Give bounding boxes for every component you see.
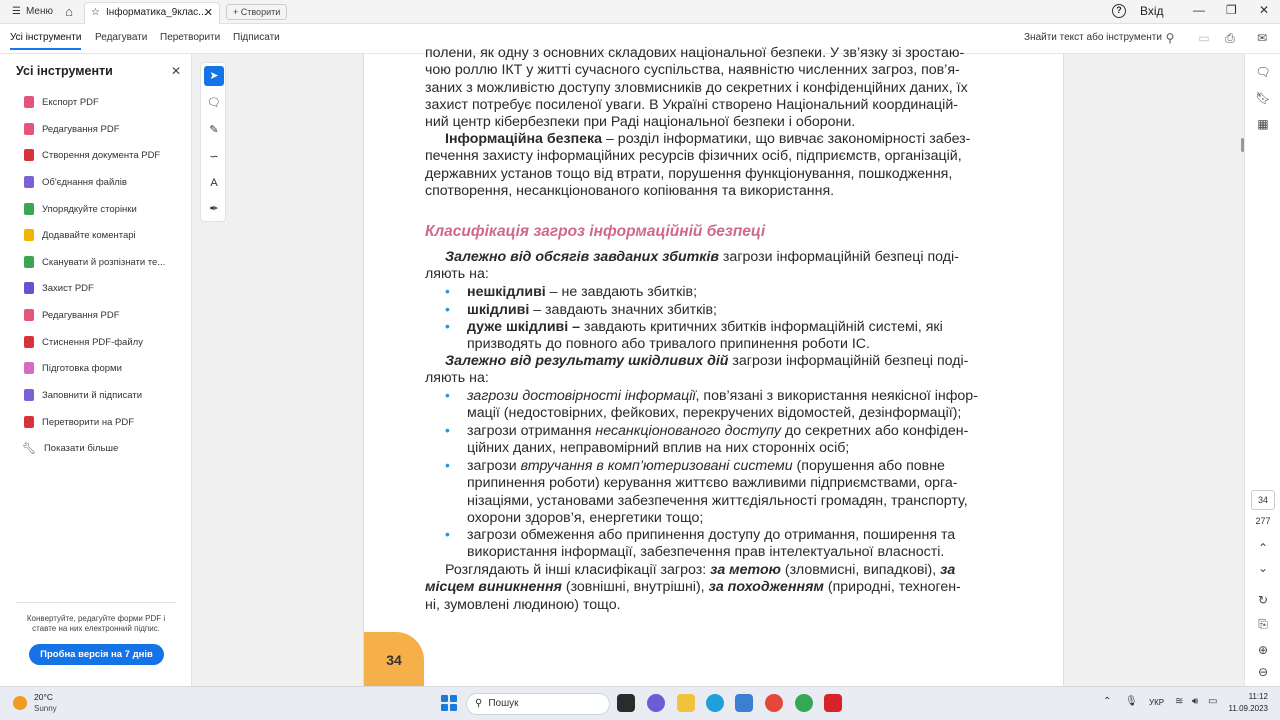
other-classifications: Розглядають й інші класифікації загроз: за метою (зловмисні, випадкові), за місцем виникнення (зовнішні, внутрішні), за походженням (природні, техноген- ні, зумовлені людиною) тощо.: [425, 562, 961, 613]
wifi-icon[interactable]: ≋: [1175, 696, 1184, 707]
create-button[interactable]: + Створити: [226, 4, 287, 20]
right-side-panel: [1244, 54, 1280, 686]
home-icon[interactable]: ⌂: [65, 4, 73, 19]
convert-pdf-icon: [24, 416, 34, 428]
zoom-in-icon[interactable]: ⊕: [1257, 643, 1269, 657]
close-tab-icon[interactable]: ✕: [203, 7, 213, 19]
menu-button[interactable]: [6, 3, 59, 21]
add-comment-icon[interactable]: 🗨︎: [207, 97, 221, 109]
highlight-pen-icon[interactable]: ✎: [209, 124, 219, 136]
clock-time[interactable]: 11:12: [1248, 692, 1268, 701]
tool-scan-ocr[interactable]: Сканувати й розпізнати те...: [24, 252, 165, 272]
chrome-icon[interactable]: [765, 694, 783, 712]
help-icon[interactable]: ?: [1112, 4, 1126, 18]
fit-page-icon[interactable]: ⎘: [1258, 617, 1268, 631]
edit-pdf-icon: [24, 309, 34, 321]
battery-icon[interactable]: ▭: [1208, 696, 1218, 707]
wrench-icon: 🔧︎: [22, 442, 36, 455]
taskbar-search[interactable]: ⚲ Пошук: [466, 693, 610, 715]
total-pages: 277: [1255, 516, 1271, 526]
star-icon[interactable]: ☆: [91, 7, 100, 18]
pdf-page: [363, 45, 1064, 694]
weather-temperature[interactable]: 20°C: [34, 692, 53, 702]
definition-term: Інформаційна безпека: [445, 131, 603, 147]
promo-text: Конвертуйте, редагуйте форми PDF і ставте на них електронний підпис.: [26, 614, 166, 633]
panel-title: Усі інструменти: [16, 64, 113, 78]
microphone-icon[interactable]: 🎙︎: [1125, 696, 1138, 707]
page-number-badge: 34: [364, 632, 424, 688]
tool-edit-pdf[interactable]: Редагування PDF: [24, 119, 120, 139]
classification-by-result: Залежно від результату шкідливих дій загрози інформаційній безпеці поді- ляють на:: [425, 353, 969, 387]
store-icon[interactable]: [735, 694, 753, 712]
form-icon: [24, 362, 34, 374]
tray-chevron-icon[interactable]: ⌃: [1103, 696, 1112, 707]
close-window-icon[interactable]: ✕: [1259, 3, 1270, 17]
tool-export-pdf[interactable]: Експорт PDF: [24, 92, 99, 112]
tool-create-pdf[interactable]: Створення документа PDF: [24, 145, 160, 165]
bookmark-icon[interactable]: 🔖︎: [1255, 91, 1271, 105]
list-item: загрози достовірності інформації, пов’язані з використання неякісної інфор- мації (недостовірних, фейкових, перекручених відомостей, дезінформації);: [467, 388, 978, 422]
text-box-icon[interactable]: A: [210, 177, 218, 189]
save-icon[interactable]: ▭: [1198, 31, 1210, 45]
edge-browser-icon[interactable]: [706, 694, 724, 712]
create-pdf-icon: [24, 149, 34, 161]
minimize-icon[interactable]: —: [1193, 3, 1205, 17]
all-tools-panel: [0, 54, 192, 686]
language-indicator[interactable]: УКР: [1149, 698, 1165, 707]
page-down-icon[interactable]: ⌄: [1257, 561, 1269, 575]
bullet-icon: •: [445, 457, 450, 473]
tool-prepare-form[interactable]: Підготовка форми: [24, 358, 122, 378]
windows-start-icon[interactable]: [441, 695, 457, 711]
weather-condition[interactable]: Sunny: [34, 704, 57, 713]
close-panel-icon[interactable]: ✕: [171, 64, 182, 78]
bullet-icon: •: [445, 301, 450, 317]
list-item: шкідливі – завдають значних збитків;: [467, 302, 717, 318]
tool-compress-pdf[interactable]: Стиснення PDF-файлу: [24, 332, 143, 352]
search-icon[interactable]: ⚲: [1165, 31, 1175, 45]
organize-pages-icon: [24, 203, 34, 215]
list-item: нешкідливі – не завдають збитків;: [467, 284, 698, 300]
tool-protect-pdf[interactable]: Захист PDF: [24, 278, 94, 298]
refresh-icon[interactable]: ↻: [1257, 593, 1269, 607]
thumbnails-icon[interactable]: ▦: [1257, 117, 1269, 131]
chrome-profile-icon[interactable]: [795, 694, 813, 712]
file-explorer-icon[interactable]: [677, 694, 695, 712]
export-pdf-icon: [24, 96, 34, 108]
tab-sign[interactable]: Підписати: [233, 32, 280, 43]
tool-combine-files[interactable]: Об'єднання файлів: [24, 172, 127, 192]
print-icon[interactable]: ⎙: [1225, 31, 1235, 45]
classification-by-damage: Залежно від обсягів завданих збитків загрози інформаційній безпеці поді- ляють на:: [425, 249, 959, 283]
sun-icon[interactable]: [13, 696, 27, 710]
tool-show-more[interactable]: 🔧︎ Показати більше: [22, 442, 119, 455]
acrobat-icon[interactable]: [824, 694, 842, 712]
search-icon: ⚲: [475, 698, 483, 709]
list-item: дуже шкідливі – завдають критичних збитків інформаційній системі, які призводять до повного або тривалого припинення роботи ІС.: [467, 319, 943, 353]
current-page-input[interactable]: 34: [1251, 490, 1275, 510]
intro-paragraph: полени, як одну з основних складових національної безпеки. У зв’язку зі зростаю- чою роллю ІКТ у житті сучасного суспільства, наявністю численних загроз, пов’я- заних з можливістю доступу зловмисників до секретних і конфіденційних даних, їх захист потребує посиленої уваги. В Україні створено Національний координацій- ний центр кібербезпеки при Раді національної безпеки і оборони.: [425, 45, 968, 131]
select-cursor-icon[interactable]: ➤: [204, 66, 224, 86]
comment-icon: [24, 229, 34, 241]
list-item: загрози отримання несанкціонованого доступу до секретних або конфіден- ційних даних, неправомірний вплив на них сторонніх осіб;: [467, 423, 969, 457]
clock-date[interactable]: 11.09.2023: [1228, 704, 1268, 713]
quick-tools-strip: [200, 62, 226, 222]
draw-freehand-icon[interactable]: ∽: [209, 151, 219, 163]
bullet-icon: •: [445, 283, 450, 299]
chat-icon[interactable]: [647, 694, 665, 712]
scrollbar-thumb[interactable]: [1241, 138, 1244, 152]
task-view-icon[interactable]: [617, 694, 635, 712]
list-item: загрози обмеження або припинення доступу до отримання, поширення та використання інформації, забезпечення прав інтелектуальної власності.: [467, 527, 956, 561]
section-heading: Класифікація загроз інформаційній безпеці: [425, 223, 766, 240]
zoom-out-icon[interactable]: ⊖: [1257, 665, 1269, 679]
title-bar: [0, 0, 1280, 24]
hamburger-icon: ☰: [12, 6, 21, 17]
volume-icon[interactable]: 🔊︎: [1192, 696, 1199, 707]
list-item: загрози втручання в комп’ютеризовані системи (порушення або повне припинення роботи) керування життєво важливими підприємствами, орга- нізаціями, установами забезпечення життєдіяльності громадян, транспорту, охорони здоров’я, енергетики тощо;: [467, 458, 968, 526]
panel-divider: [16, 602, 176, 603]
tab-convert[interactable]: Перетворити: [160, 32, 221, 43]
bullet-icon: •: [445, 526, 450, 542]
fill-sign-icon[interactable]: ✒: [209, 203, 219, 215]
comments-icon[interactable]: 🗨︎: [1255, 65, 1271, 79]
shield-icon: [24, 282, 34, 294]
compress-icon: [24, 336, 34, 348]
mail-icon[interactable]: ✉: [1256, 31, 1268, 45]
edit-pdf-icon: [24, 123, 34, 135]
tab-title: Інформатика_9клас...: [105, 7, 207, 18]
tool-edit-pdf-2[interactable]: Редагування PDF: [24, 305, 120, 325]
combine-files-icon: [24, 176, 34, 188]
page-up-icon[interactable]: ⌃: [1257, 541, 1269, 555]
tab-edit[interactable]: Редагувати: [95, 32, 148, 43]
sign-icon: [24, 389, 34, 401]
maximize-icon[interactable]: ❐: [1226, 3, 1237, 17]
bullet-icon: •: [445, 318, 450, 334]
find-text-field[interactable]: Знайти текст або інструменти: [1024, 32, 1162, 43]
tool-organize-pages[interactable]: Упорядкуйте сторінки: [24, 199, 137, 219]
tool-convert-to-pdf[interactable]: Перетворити на PDF: [24, 412, 134, 432]
document-tab[interactable]: [84, 2, 220, 24]
tool-fill-sign[interactable]: Заповнити й підписати: [24, 385, 142, 405]
document-viewer[interactable]: [192, 45, 1244, 686]
definition-paragraph: Інформаційна безпека – розділ інформатики, що вивчає закономірності забез- печення захисту інформаційних ресурсів фізичних осіб, підприємств, організацій, державних установ тощо від втрати, порушення функціонування, пошкодження, спотворення, несанкціонованого копіювання та використання.: [425, 131, 971, 199]
tool-add-comments[interactable]: Додавайте коментарі: [24, 225, 136, 245]
free-trial-button[interactable]: Пробна версія на 7 днів: [29, 644, 164, 665]
menu-label: Меню: [25, 6, 53, 17]
bullet-icon: •: [445, 422, 450, 438]
scan-icon: [24, 256, 34, 268]
bullet-icon: •: [445, 387, 450, 403]
windows-taskbar: [0, 686, 1280, 720]
tab-all-tools[interactable]: Усі інструменти: [10, 32, 81, 50]
sign-in-button[interactable]: Вхід: [1140, 4, 1164, 18]
